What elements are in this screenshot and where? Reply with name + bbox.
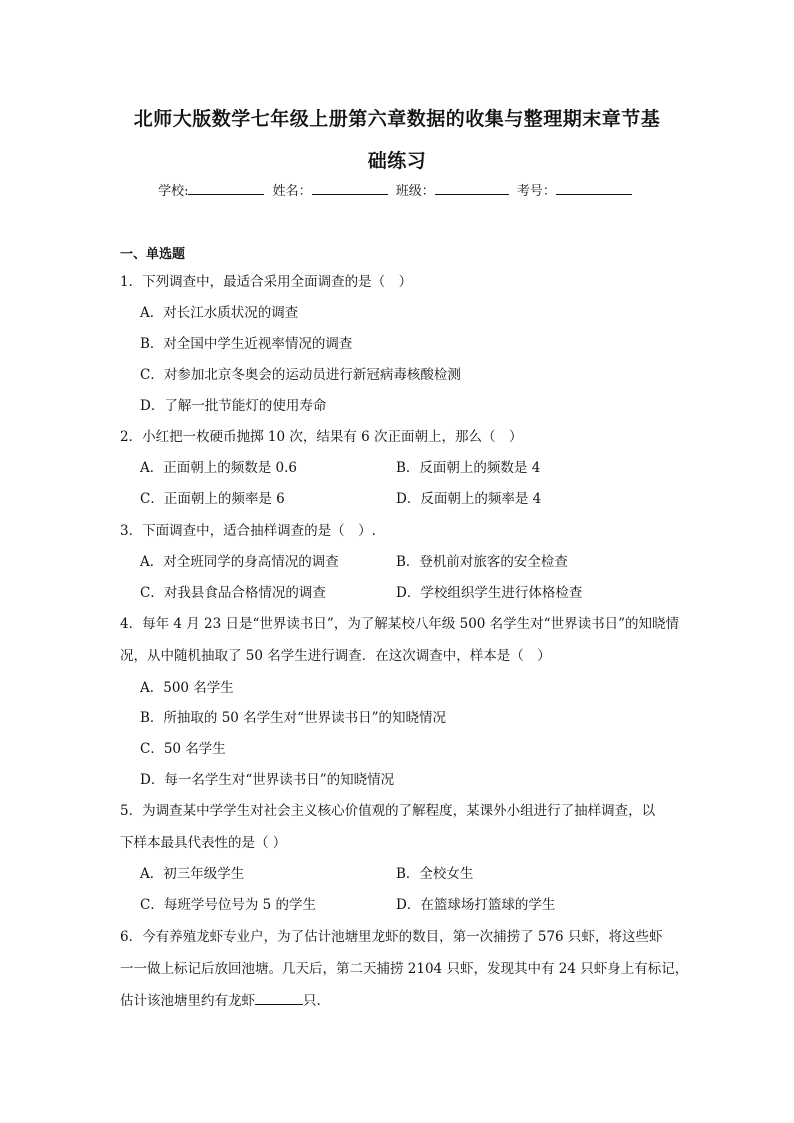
section-heading: 一、单选题 xyxy=(120,247,186,262)
question-2-option-a: A．正面朝上的频数是 0.6 xyxy=(140,460,298,476)
question-3-option-a: A．对全班同学的身高情况的调查 xyxy=(140,554,339,570)
question-6-line3 xyxy=(120,989,321,1009)
class-blank xyxy=(435,182,509,195)
question-3-stem: 3．下面调查中，适合抽样调查的是（ ）. xyxy=(120,523,376,539)
question-2-option-b: B．反面朝上的频数是 4 xyxy=(396,460,541,476)
question-4-option-b: B．所抽取的 50 名学生对“世界读书日”的知晓情况 xyxy=(140,710,446,726)
question-5-option-c: C．每班学号位号为 5 的学生 xyxy=(140,897,317,913)
question-3-option-c: C．对我县食品合格情况的调查 xyxy=(140,585,326,601)
answer-blank[interactable] xyxy=(255,992,303,1005)
name-label: 姓名： xyxy=(272,184,312,199)
question-5-option-b: B．全校女生 xyxy=(396,866,474,882)
question-2-option-d: D．反面朝上的频率是 4 xyxy=(396,491,542,507)
question-4-option-c: C．50 名学生 xyxy=(140,741,226,757)
student-info-row xyxy=(0,180,794,199)
exam-number-blank xyxy=(556,182,632,195)
school-label: 学校: xyxy=(158,184,189,199)
question-6-line1: 6．今有养殖龙虾专业户，为了估计池塘里龙虾的数目，第一次捕捞了 576 只虾，将这些虾 xyxy=(120,929,663,945)
question-6-line3-text: 估计该池塘里约有龙虾 xyxy=(120,993,255,1009)
question-3-option-d: D．学校组织学生进行体格检查 xyxy=(396,585,583,601)
question-5-stem-line2: 下样本最具代表性的是（ ） xyxy=(120,835,287,851)
question-5-stem-line1: 5．为调查某中学学生对社会主义核心价值观的了解程度，某课外小组进行了抽样调查，以 xyxy=(120,803,656,819)
question-4-option-d: D．每一名学生对“世界读书日”的知晓情况 xyxy=(140,772,395,788)
question-4-stem-line1: 4．每年 4 月 23 日是“世界读书日”，为了解某校八年级 500 名学生对“世界读书日”的知晓情 xyxy=(120,616,679,632)
question-2-stem: 2．小红把一枚硬币抛掷 10 次，结果有 6 次正面朝上，那么（ ） xyxy=(120,429,523,445)
document-title: 北师大版数学七年级上册第六章数据的收集与整理期末章节基 xyxy=(133,108,661,130)
name-blank xyxy=(312,182,388,195)
question-1-option-d: D．了解一批节能灯的使用寿命 xyxy=(140,398,327,414)
class-label: 班级： xyxy=(395,184,435,199)
question-6-line2: 一一做上标记后放回池塘。几天后，第二天捕捞 2104 只虾，发现其中有 24 只虾身上有标记， xyxy=(120,961,689,977)
question-5-option-a: A．初三年级学生 xyxy=(140,866,245,882)
document-title-continued: 础练习 xyxy=(367,150,427,172)
question-4-stem-line2: 况，从中随机抽取了 50 名学生进行调查．在这次调查中，样本是（ ） xyxy=(120,648,551,664)
exam-number-label: 考号： xyxy=(516,184,556,199)
question-6-line3-unit: 只. xyxy=(303,993,321,1009)
question-1-option-a: A．对长江水质状况的调查 xyxy=(140,305,299,321)
question-1-option-b: B．对全国中学生近视率情况的调查 xyxy=(140,336,353,352)
question-1-stem: 1．下列调查中，最适合采用全面调查的是（ ） xyxy=(120,274,413,290)
question-4-option-a: A．500 名学生 xyxy=(140,680,234,696)
school-blank xyxy=(188,182,264,195)
question-3-option-b: B．登机前对旅客的安全检查 xyxy=(396,554,568,570)
question-1-option-c: C．对参加北京冬奥会的运动员进行新冠病毒核酸检测 xyxy=(140,367,461,383)
question-2-option-c: C．正面朝上的频率是 6 xyxy=(140,491,285,507)
question-5-option-d: D．在篮球场打篮球的学生 xyxy=(396,897,556,913)
